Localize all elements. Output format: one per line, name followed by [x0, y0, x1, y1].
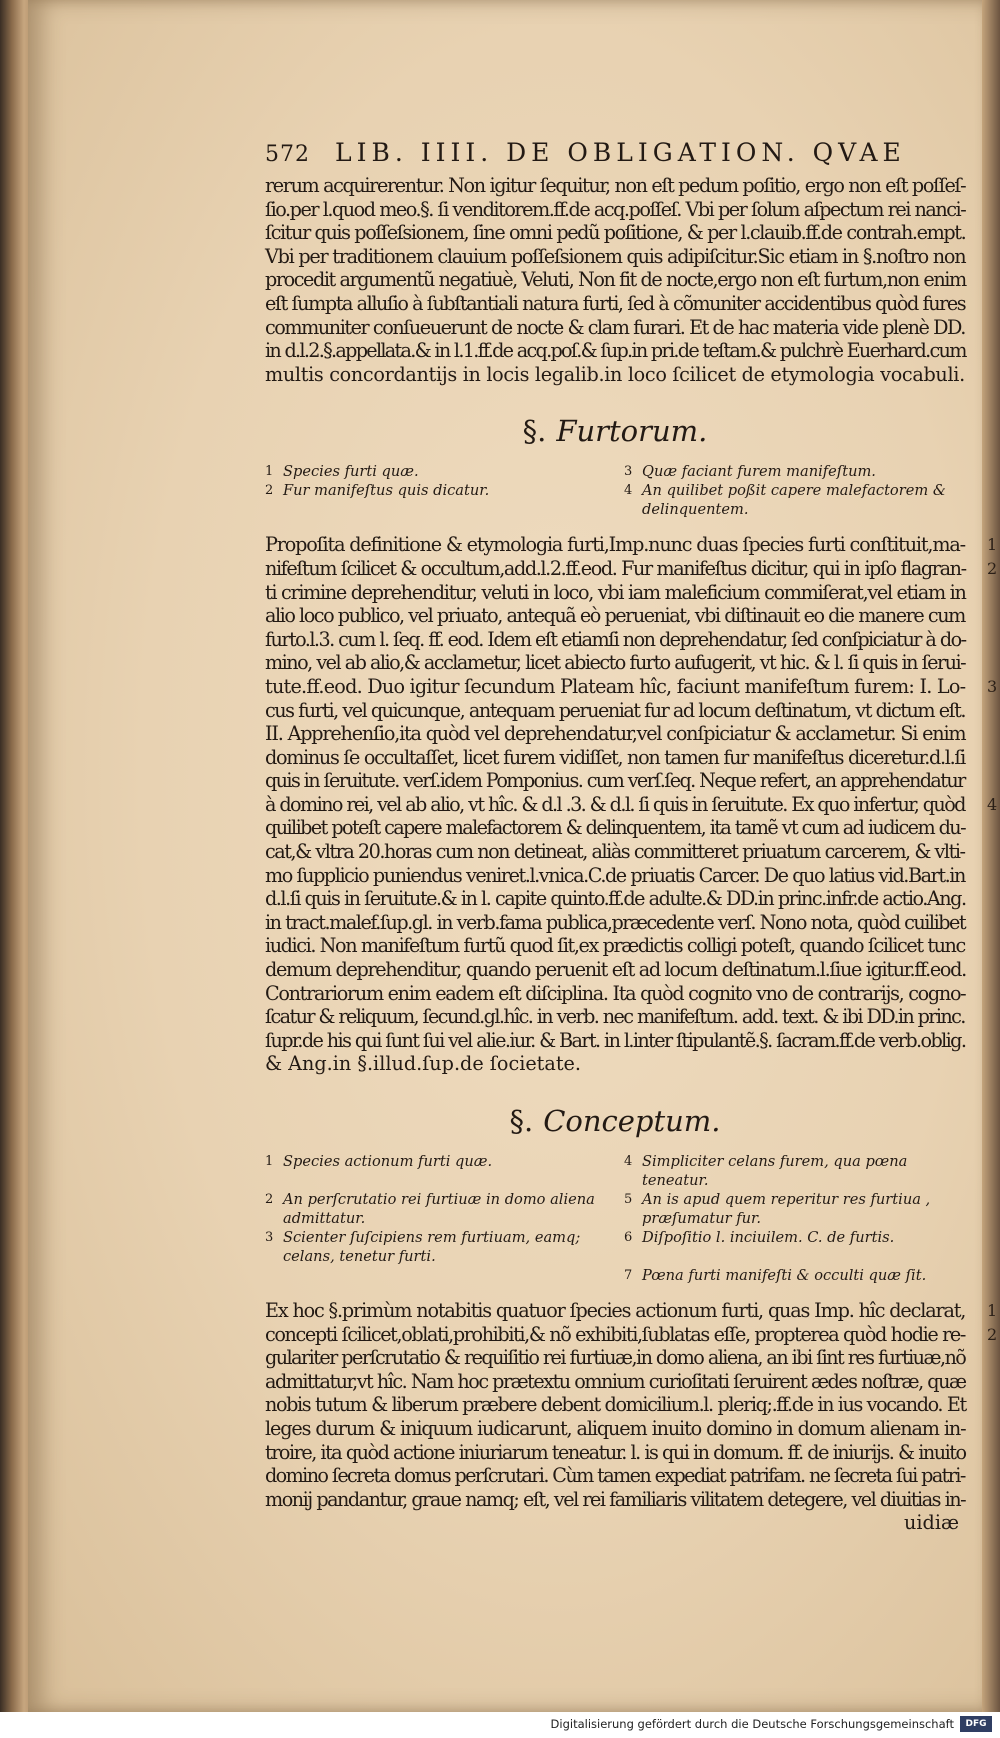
running-title: LIB. IIII. DE OBLIGATION. QVAE	[335, 138, 906, 167]
text-line: communiter conſueuerunt de nocte & clam furari. Et de hac materia vide plenè DD.	[265, 315, 965, 339]
summary-text: Species furti quæ.	[283, 463, 419, 481]
margin-number: 3	[987, 676, 998, 696]
summary-number: 1	[265, 1154, 274, 1169]
section-summary	[265, 462, 965, 519]
text-line: quilibet poteſt capere malefactorem & delinquentem, ita tamẽ vt cum ad iudicem du-	[265, 816, 965, 840]
summary-number	[265, 1266, 283, 1285]
text-line: procedit argumentũ negatiuè, Veluti, Non fit de nocte,ergo non eſt furtum,non enim	[265, 268, 966, 292]
text-line: ſio.per l.quod meo.§. ſi venditorem.ff.de acq.poſſeſ. Vbi per ſolum aſpectum rei nanci-	[265, 197, 966, 221]
text-line: Vbi per traditionem clauium poſſeſsionem quis adipiſcitur.Sic etiam in §.noſtro non	[265, 244, 966, 268]
text-line: à domino rei, vel ab alio, vt hîc. & d.l .3. & d.l. ſi quis in ſeruitute. Ex quo infertur, quòd	[265, 792, 965, 816]
section-title: Furtorum.	[556, 414, 708, 449]
summary-item	[265, 462, 606, 481]
text-line: in d.l.2.§.appellata.& in l.1.ff.de acq.poſ.& ſup.in pri.de teſtam.& pulchrè Euerhard.cum	[265, 339, 966, 363]
summary-item	[624, 1228, 965, 1266]
text-line: Propoſita definitione & etymologia furti,Imp.nunc duas ſpecies furti conſtituit,ma-	[265, 533, 965, 557]
margin-number: 4	[987, 794, 998, 814]
text-line: mo ſupplicio puniendus veniret.l.vnica.C.de priuatis Carcer. De quo latius vid.Bart.in	[265, 863, 965, 887]
summary-text: An quilibet poßit capere malefactorem & delinquentem.	[642, 482, 946, 519]
summary-item	[265, 1266, 606, 1285]
section-heading-furtorum	[265, 414, 965, 448]
text-line: dominus ſe occultaſſet, licet furem vidiſſet, non tamen fur manifeſtus diceretur.d.l.ſi	[265, 745, 965, 769]
text-line: leges durum & iniquum iudicarunt, aliquem inuito domino in domum alienam in-	[265, 1416, 966, 1440]
text-line: domino ſecreta domus perſcrutari. Cùm tamen expediat patrifam. ne ſecreta ſui patri-	[265, 1464, 965, 1488]
summary-item	[624, 481, 965, 519]
summary-text: Pœna furti manifeſti & occulti quæ ſit.	[642, 1267, 927, 1284]
text-line: ti crimine deprehenditur, veluti in loco, vbi iam maleficium commiſerat,vel etiam in	[265, 580, 966, 604]
summary-text: Simpliciter celans furem, qua pœna teneatur.	[642, 1153, 908, 1189]
text-line: concepti ſcilicet,oblati,prohibiti,& nõ exhibiti,ſublatas eſſe, propterea quòd hodie re-	[265, 1322, 965, 1346]
summary-text	[283, 1266, 606, 1285]
summary-number: 7	[624, 1268, 633, 1283]
summary-text: An is apud quem reperitur res furtiua , præſumatur fur.	[642, 1191, 931, 1227]
summary-number: 2	[265, 483, 274, 499]
section-body-wrapper	[265, 1299, 998, 1511]
text-line: & Ang.in §.illud.ſup.de ſocietate.	[265, 1052, 581, 1076]
summary-item	[265, 481, 606, 519]
text-line: d.l.ſi quis in ſeruitute.& in l. capite quinto.ff.de adulte.& DD.in princ.infr.de actio.Ang.	[265, 887, 966, 911]
text-line: gulariter perſcrutatio & requiſitio rei furtiuæ,in domo aliena, an ibi ſint res furtiuæ,nõ	[265, 1346, 966, 1370]
text-line: demum deprehenditur, quando peruenit eſt ad locum deſtinatum.l.ſiue igitur.ff.eod.	[265, 958, 966, 982]
text-line: ſcatur & reliquum, ſecund.gl.hîc. in verb. nec manifeſtum. add. text. & ibi DD.in princ.	[265, 1005, 965, 1029]
summary-number: 3	[265, 1230, 274, 1245]
summary-item	[624, 1190, 965, 1228]
page-content	[265, 138, 998, 1535]
text-line: multis concordantijs in locis legalib.in loco ſcilicet de etymologia vocabuli.	[265, 362, 965, 386]
summary-number: 2	[265, 1192, 274, 1207]
margin-number: 2	[987, 1324, 998, 1344]
text-line: ſcitur quis poſſeſsionem, ſine omni pedũ poſitione, & per l.clauib.ff.de contrah.empt.	[265, 221, 966, 245]
summary-text: Diſpoſitio l. inciuilem. C. de furtis.	[642, 1229, 895, 1246]
text-line: II. Apprehenſio,ita quòd vel deprehendatur,vel conſpiciatur & acclametur. Si enim	[265, 722, 966, 746]
section-sign: §.	[509, 1104, 534, 1138]
margin-number: 2	[987, 558, 998, 578]
text-line: in tract.malef.ſup.gl. in verb.fama publica,præcedente verſ. Nono nota, quòd cuilibet	[265, 910, 966, 934]
summary-item	[624, 1152, 965, 1190]
summary-item	[624, 462, 965, 481]
summary-item	[265, 1152, 606, 1190]
summary-item	[265, 1190, 606, 1228]
text-line: admittatur,vt hîc. Nam hoc prætextu omnium curioſitati ſeruirent ædes noſtræ, quæ	[265, 1369, 966, 1393]
text-line: mino, vel ab alio,& acclametur, licet abiecto furto aufugerit, vt hic. & l. ſi quis in ſerui-	[265, 651, 966, 675]
footer-credit: Digitalisierung gefördert durch die Deutsche Forschungsgemeinschaft	[550, 1717, 954, 1731]
text-line: quis in ſeruitute. verſ.idem Pomponius. cum verſ.ſeq. Neque refert, an apprehendatur	[265, 769, 965, 793]
intro-paragraph	[265, 174, 965, 386]
running-head	[265, 138, 965, 174]
summary-number: 4	[624, 483, 633, 499]
margin-number: 1	[987, 1301, 998, 1320]
text-line: troire, ita quòd actione iniuriarum teneatur. l. is qui in domum. ff. de iniurijs. & inuito	[265, 1440, 966, 1464]
page-right-edge	[982, 0, 1000, 1712]
text-line: nifeſtum ſcilicet & occultum,add.l.2.ff.eod. Fur manifeſtus dicitur, qui in ipſo flagran-	[265, 556, 966, 580]
text-line: eſt ſumpta alluſio à ſubſtantiali natura furti, ſed à cõmuniter accidentibus quòd fures	[265, 291, 966, 315]
text-line: furto.l.3. cum l. ſeq. ff. eod. Idem eſt etiamſi non deprehendatur, ſed conſpiciatur à do-	[265, 627, 966, 651]
text-line: ſupr.de his qui ſunt ſui vel alie.iur. & Bart. in l.inter ſtipulantẽ.§. ſacram.ff.de verb.oblig.	[265, 1028, 966, 1052]
section-body-conceptum	[265, 1299, 965, 1511]
text-line: monij pandantur, graue namq; eſt, vel rei familiaris vilitatem detegere, vel diuitias in-	[265, 1487, 966, 1511]
text-line: alio loco publico, vel priuato, antequã eò perueniat, vbi diſtinauit eo die manere cum	[265, 604, 965, 628]
summary-number: 1	[265, 464, 274, 480]
margin-number: 1	[987, 535, 998, 555]
page-number: 572	[265, 142, 310, 167]
summary-text: Fur manifeſtus quis dicatur.	[283, 482, 490, 500]
summary-number: 6	[624, 1230, 633, 1245]
summary-text: An perſcrutatio rei furtiuæ in domo aliena admittatur.	[283, 1191, 595, 1227]
section-body-furtorum	[265, 533, 965, 1076]
summary-item	[265, 1228, 606, 1266]
catchword: uidiæ	[904, 1511, 959, 1535]
section-title: Conceptum.	[543, 1104, 721, 1138]
summary-text: Quæ faciant furem manifeſtum.	[642, 463, 876, 481]
text-line: nobis tutum & liberum præbere debent domicilium.l. pleriq;.ff.de in ius vocando. Et	[265, 1393, 966, 1417]
summary-number: 5	[624, 1192, 633, 1207]
text-line: tute.ff.eod. Duo igitur ſecundum Plateam hîc, faciunt manifeſtum furem: I. Lo-	[265, 674, 966, 698]
summary-text: Scienter ſuſcipiens rem furtiuam, eamq; celans, tenetur furti.	[283, 1229, 581, 1265]
text-line: Contrariorum enim eadem eſt diſciplina. Ita quòd cognito vno de contrarijs, cogno-	[265, 981, 966, 1005]
dfg-logo: DFG	[960, 1716, 992, 1732]
summary-item	[624, 1266, 965, 1285]
section-heading-conceptum	[265, 1104, 965, 1138]
text-line: iudici. Non manifeſtum furtũ quod ſit,ex prædictis colligi poteſt, quando ſcilicet tunc	[265, 934, 965, 958]
section-summary	[265, 1152, 965, 1285]
summary-number: 3	[624, 464, 633, 480]
summary-number: 4	[624, 1154, 633, 1169]
text-line: cat,& vltra 20.horas cum non detineat, aliàs committeret priuatum carcerem, & vlti-	[265, 840, 965, 864]
section-sign: §.	[522, 414, 547, 449]
section-body-wrapper	[265, 533, 998, 1076]
text-line: Ex hoc §.primùm notabitis quatuor ſpecies actionum furti, quas Imp. hîc declarat,	[265, 1299, 966, 1322]
text-line: rerum acquirerentur. Non igitur ſequitur, non eſt pedum poſitio, ergo non eſt poſſeſ-	[265, 174, 966, 197]
summary-text: Species actionum furti quæ.	[283, 1153, 493, 1170]
text-line: cus furti, vel quicunque, antequam perueniat fur ad locum deſtinatum, vt dictum eſt.	[265, 698, 966, 722]
